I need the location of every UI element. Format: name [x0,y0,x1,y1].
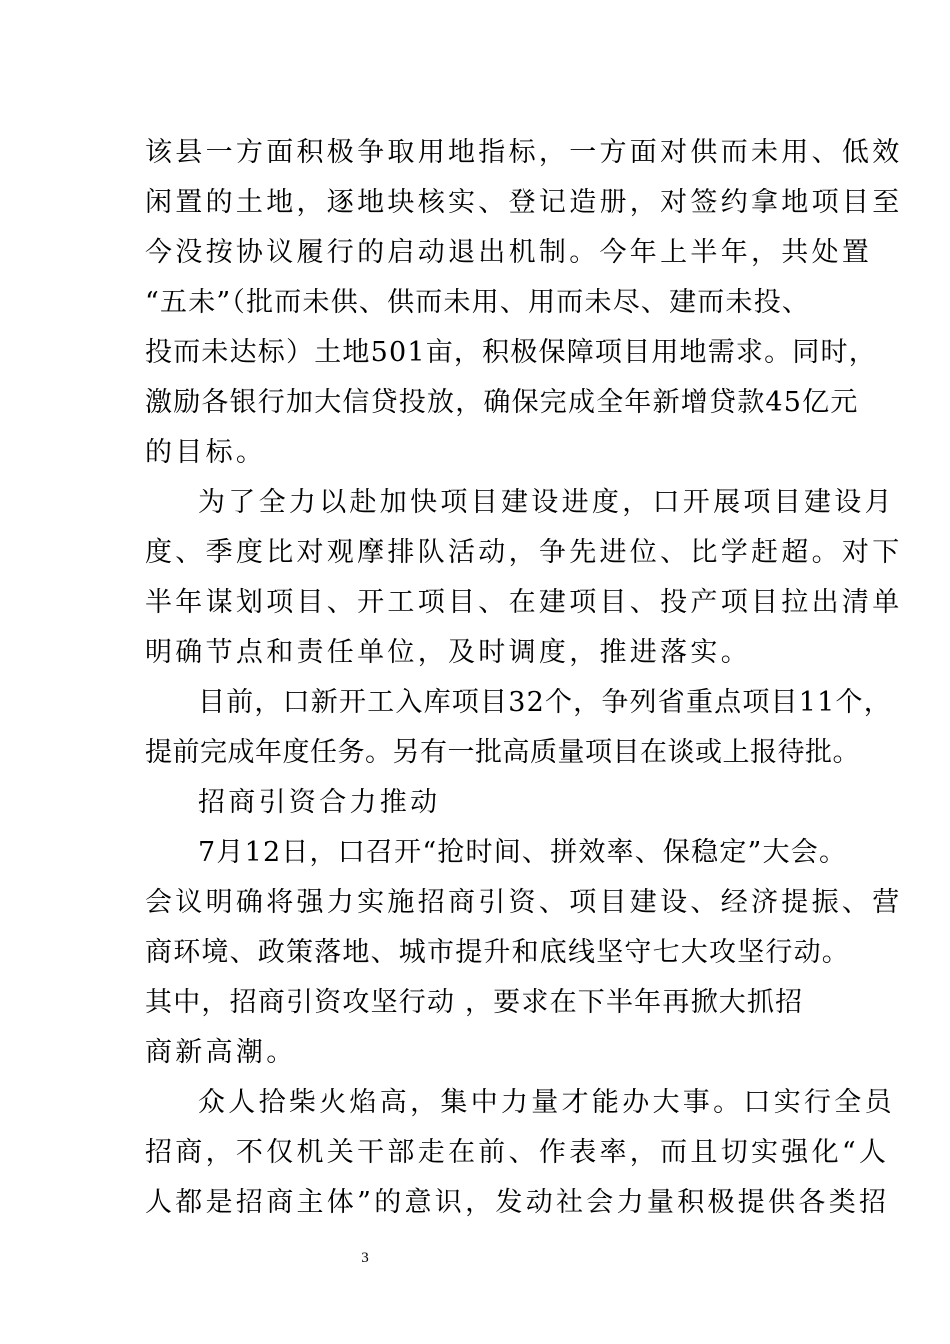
paragraph-5-line-1: 众人拾柴火焰高，集中力量才能办大事。口实行全员 [198,1087,895,1118]
paragraph-1-line-4: “五未”（批而未供、供而未用、用而未尽、建而未投、 [145,287,811,318]
paragraph-3-line-2: 提前完成年度任务。另有一批高质量项目在谈或上报待批。 [145,737,860,768]
paragraph-1-line-2: 闲置的土地，逐地块核实、登记造册，对签约拿地项目至 [145,187,903,218]
paragraph-4-line-5: 商新高潮。 [145,1037,297,1068]
paragraph-4-line-1: 7月12日，口召开“抢时间、拼效率、保稳定”大会。 [198,837,848,868]
paragraph-4-line-4: 其中，招商引资攻坚行动 ，要求在下半年再掀大抓招 [145,987,804,1018]
paragraph-2-line-3: 半年谋划项目、开工项目、在建项目、投产项目拉出清单 [145,587,903,618]
paragraph-2-line-1: 为了全力以赴加快项目建设进度，口开展项目建设月 [198,487,895,518]
paragraph-3-line-1: 目前，口新开工入库项目32个，争列省重点项目11个， [198,687,892,718]
section-heading: 招商引资合力推动 [198,787,441,818]
paragraph-4-line-2: 会议明确将强力实施招商引资、项目建设、经济提振、营 [145,887,903,918]
paragraph-1-line-1: 该县一方面积极争取用地指标，一方面对供而未用、低效 [145,137,903,168]
paragraph-1-line-3: 今没按协议履行的启动退出机制。今年上半年，共处置 [145,237,873,268]
paragraph-1-line-7: 的目标。 [145,437,267,468]
paragraph-5-line-2: 招商，不仅机关干部走在前、作表率，而且切实强化“人 [145,1137,890,1168]
page-number: 3 [361,1250,369,1266]
paragraph-5-line-3: 人都是招商主体”的意识，发动社会力量积极提供各类招 [145,1187,890,1218]
paragraph-2-line-2: 度、季度比对观摩排队活动，争先进位、比学赶超。对下 [145,537,903,568]
paragraph-2-line-4: 明确节点和责任单位，及时调度，推进落实。 [145,637,751,668]
paragraph-1-line-5: 投而未达标）土地501亩，积极保障项目用地需求。同时， [145,337,877,368]
paragraph-1-line-6: 激励各银行加大信贷投放，确保完成全年新增贷款45亿元 [145,387,859,418]
paragraph-4-line-3: 商环境、政策落地、城市提升和底线坚守七大攻坚行动。 [145,937,850,968]
